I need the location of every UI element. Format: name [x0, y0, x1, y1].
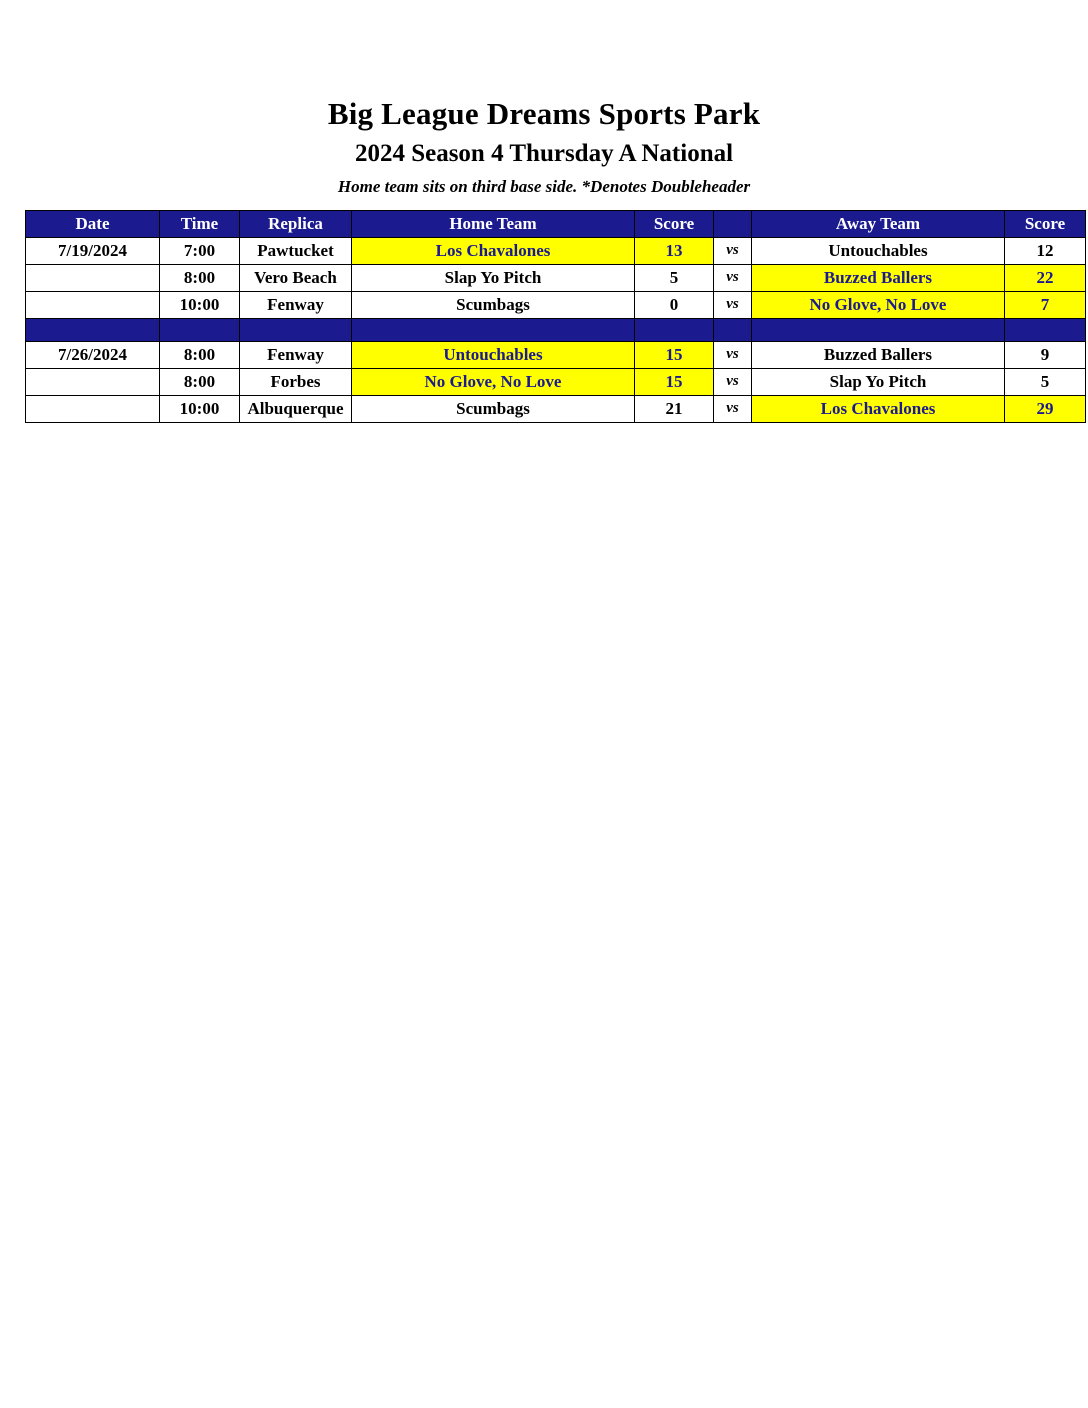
column-header-away-team: Away Team [752, 210, 1005, 237]
cell-time: 10:00 [160, 291, 240, 318]
cell-date [26, 291, 160, 318]
cell-vs-label: vs [714, 237, 752, 264]
cell-replica: Albuquerque [240, 395, 352, 422]
cell-date: 7/26/2024 [26, 341, 160, 368]
cell-time: 8:00 [160, 341, 240, 368]
title-block [0, 0, 1088, 197]
page-title: Big League Dreams Sports Park [327, 96, 761, 131]
spacer-cell [352, 318, 635, 341]
spacer-cell [160, 318, 240, 341]
cell-away-score: 29 [1005, 395, 1086, 422]
cell-away-score: 22 [1005, 264, 1086, 291]
cell-time: 7:00 [160, 237, 240, 264]
cell-vs-label: vs [714, 341, 752, 368]
column-header-away-score: Score [1005, 210, 1086, 237]
spacer-cell [26, 318, 160, 341]
column-header-date: Date [26, 210, 160, 237]
column-header-vs [714, 210, 752, 237]
cell-home-score: 13 [635, 237, 714, 264]
cell-home-score: 0 [635, 291, 714, 318]
cell-home-team: No Glove, No Love [352, 368, 635, 395]
cell-away-team: Untouchables [752, 237, 1005, 264]
table-header [26, 210, 1086, 237]
cell-vs-label: vs [714, 291, 752, 318]
cell-time: 10:00 [160, 395, 240, 422]
cell-away-score: 7 [1005, 291, 1086, 318]
cell-date [26, 264, 160, 291]
cell-replica: Fenway [240, 291, 352, 318]
schedule-table [25, 210, 1086, 423]
cell-home-score: 21 [635, 395, 714, 422]
cell-away-team: Los Chavalones [752, 395, 1005, 422]
table-row [26, 237, 1086, 264]
column-header-time: Time [160, 210, 240, 237]
cell-vs-label: vs [714, 368, 752, 395]
cell-away-score: 12 [1005, 237, 1086, 264]
spacer-cell [714, 318, 752, 341]
spacer-cell [635, 318, 714, 341]
schedule-table-wrapper [21, 210, 1067, 423]
cell-home-team: Scumbags [352, 291, 635, 318]
cell-away-team: Buzzed Ballers [752, 264, 1005, 291]
table-header-row [26, 210, 1086, 237]
cell-away-team: Slap Yo Pitch [752, 368, 1005, 395]
cell-home-score: 15 [635, 368, 714, 395]
table-spacer-row [26, 318, 1086, 341]
cell-vs-label: vs [714, 395, 752, 422]
cell-time: 8:00 [160, 264, 240, 291]
spacer-cell [240, 318, 352, 341]
table-row [26, 341, 1086, 368]
cell-time: 8:00 [160, 368, 240, 395]
cell-date [26, 395, 160, 422]
cell-home-score: 15 [635, 341, 714, 368]
cell-home-team: Untouchables [352, 341, 635, 368]
cell-home-team: Los Chavalones [352, 237, 635, 264]
cell-replica: Pawtucket [240, 237, 352, 264]
table-row [26, 368, 1086, 395]
cell-home-team: Scumbags [352, 395, 635, 422]
table-body [26, 237, 1086, 422]
spacer-cell [752, 318, 1005, 341]
cell-date [26, 368, 160, 395]
table-row [26, 291, 1086, 318]
column-header-replica: Replica [240, 210, 352, 237]
table-row [26, 395, 1086, 422]
page-note: Home team sits on third base side. *Denotes Doubleheader [337, 177, 751, 197]
page-subtitle: 2024 Season 4 Thursday A National [354, 139, 734, 167]
cell-home-team: Slap Yo Pitch [352, 264, 635, 291]
column-header-home-team: Home Team [352, 210, 635, 237]
cell-replica: Fenway [240, 341, 352, 368]
cell-away-team: No Glove, No Love [752, 291, 1005, 318]
cell-date: 7/19/2024 [26, 237, 160, 264]
cell-home-score: 5 [635, 264, 714, 291]
cell-away-team: Buzzed Ballers [752, 341, 1005, 368]
column-header-home-score: Score [635, 210, 714, 237]
cell-away-score: 9 [1005, 341, 1086, 368]
table-row [26, 264, 1086, 291]
cell-away-score: 5 [1005, 368, 1086, 395]
cell-replica: Vero Beach [240, 264, 352, 291]
cell-vs-label: vs [714, 264, 752, 291]
cell-replica: Forbes [240, 368, 352, 395]
spacer-cell [1005, 318, 1086, 341]
